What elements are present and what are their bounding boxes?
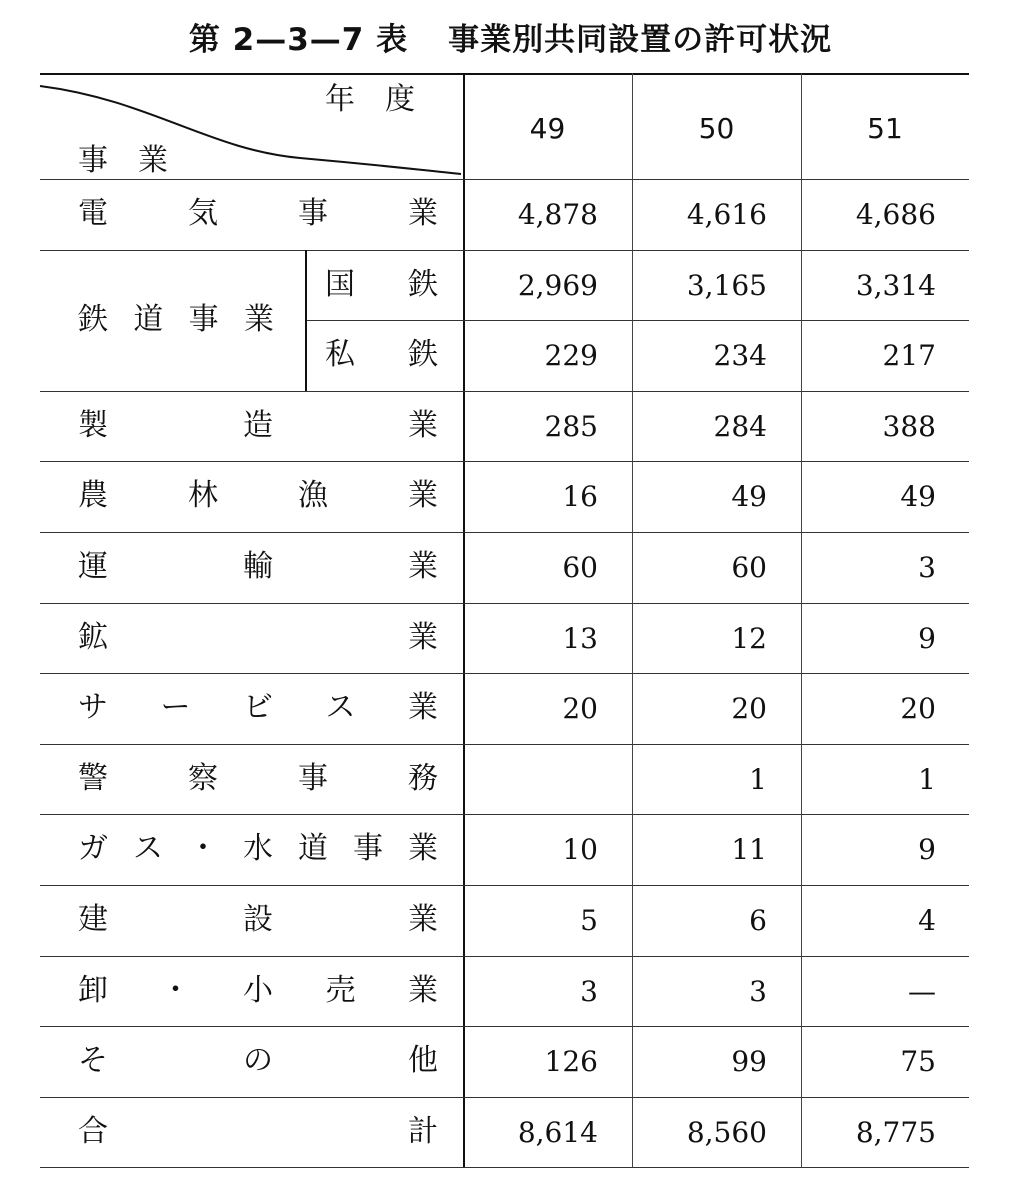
row-label: [78, 831, 438, 867]
row-rule: [40, 1097, 969, 1098]
table-cell-value: 10: [562, 833, 598, 867]
label-char: 運: [78, 549, 108, 584]
label-char: 漁: [298, 478, 328, 514]
table-cell-value: 13: [562, 621, 598, 655]
table-bottom-rule: [40, 1167, 969, 1168]
railway-sub-label: [325, 266, 438, 302]
table-cell-value: 9: [918, 833, 936, 867]
row-rule: [40, 391, 969, 392]
row-label: [78, 690, 438, 726]
row-rule: [40, 673, 969, 674]
label-char: 業: [408, 549, 438, 584]
row-rule: [40, 956, 969, 957]
label-char: ビ: [243, 690, 273, 726]
row-rule: [40, 885, 969, 886]
label-char: 業: [243, 301, 274, 337]
label-char: 私: [325, 337, 355, 373]
label-char: 農: [78, 478, 108, 514]
railway-group-label: [78, 301, 274, 337]
label-char: 事: [298, 760, 328, 796]
label-char: 事: [298, 196, 328, 231]
label-char: 察: [188, 760, 218, 796]
table-cell-value: 3: [580, 974, 598, 1008]
label-char: 製: [78, 407, 108, 443]
label-char: 業: [408, 407, 438, 443]
table-cell-value: 4,686: [855, 198, 936, 231]
table-cell-value: 4,616: [686, 198, 767, 231]
table-cell-value: 217: [882, 339, 936, 373]
railway-sub-label: [325, 337, 438, 373]
table-cell-value: 234: [713, 339, 767, 373]
label-char: 道: [133, 301, 164, 337]
header-business-label: 事 業: [78, 143, 168, 178]
row-rule: [40, 814, 969, 815]
table-caption: 事業別共同設置の許可状況: [448, 22, 833, 58]
label-char: 建: [78, 902, 108, 937]
label-char: 業: [408, 831, 438, 867]
table-cell-value: 9: [918, 621, 936, 655]
label-char: 業: [408, 972, 438, 1008]
row-label: [78, 196, 438, 231]
label-char: 設: [243, 902, 273, 937]
table-cell-value: 8,560: [686, 1115, 767, 1149]
row-rule: [40, 1026, 969, 1027]
label-char: 業: [408, 690, 438, 726]
table-cell-value: 75: [900, 1045, 936, 1079]
row-label: [78, 760, 438, 796]
railway-sub-divider: [305, 250, 307, 391]
table-cell-value: 229: [544, 339, 598, 373]
label-char: 警: [78, 760, 108, 796]
table-cell-value: 12: [731, 621, 767, 655]
table-cell-value: 60: [731, 551, 767, 584]
label-char: 国: [325, 266, 355, 302]
label-char: 業: [408, 902, 438, 937]
label-char: 鉄: [408, 266, 438, 302]
label-char: 輸: [243, 549, 273, 584]
row-label: [78, 1113, 438, 1149]
row-rule: [40, 603, 969, 604]
label-char: ・: [160, 972, 191, 1008]
table-cell-value: 49: [731, 480, 767, 514]
label-char: 売: [325, 972, 356, 1008]
table-cell-value: 4,878: [517, 198, 598, 231]
label-char: 計: [408, 1113, 438, 1149]
label-char: 造: [243, 407, 273, 443]
table-cell-value: 4: [918, 904, 936, 937]
table-cell-value: —: [908, 974, 936, 1008]
header-bottom-rule: [40, 179, 969, 180]
row-label: [78, 1043, 438, 1079]
label-char: ガ: [78, 831, 108, 867]
label-char: 鉄: [78, 301, 108, 337]
label-char: ス: [133, 831, 163, 867]
label-char: 事: [353, 831, 383, 867]
label-char: 鉄: [408, 337, 438, 373]
header-year-label: 年 度: [325, 82, 415, 117]
label-char: 業: [408, 619, 438, 655]
table-cell-value: 3,314: [855, 268, 936, 302]
label-char: ー: [160, 690, 191, 726]
header-year-50: 50: [698, 112, 735, 145]
table-cell-value: 20: [562, 692, 598, 726]
label-char: そ: [78, 1043, 108, 1079]
table-cell-value: 126: [544, 1045, 598, 1079]
label-char: ス: [325, 690, 356, 726]
table-cell-value: 6: [749, 904, 767, 937]
header-year-51: 51: [867, 112, 903, 145]
table-cell-value: 3: [918, 551, 936, 584]
row-label: [78, 549, 438, 584]
label-char: 事: [188, 301, 219, 337]
label-char: サ: [78, 690, 108, 726]
label-char: 小: [243, 972, 273, 1008]
label-char: の: [243, 1043, 273, 1079]
label-char: 業: [408, 196, 438, 231]
label-char: ・: [188, 831, 218, 867]
table-cell-value: 8,775: [855, 1115, 936, 1149]
table-cell-value: 2,969: [517, 268, 598, 302]
header-year-49: 49: [529, 112, 566, 145]
row-rule: [40, 744, 969, 745]
table-cell-value: 5: [580, 904, 598, 937]
label-char: 道: [298, 831, 328, 867]
row-rule: [40, 250, 969, 251]
label-char: 合: [78, 1113, 108, 1149]
label-char: 気: [188, 196, 218, 231]
row-label: [78, 619, 438, 655]
table-cell-value: 1: [749, 762, 767, 796]
table-cell-value: 60: [562, 551, 598, 584]
table-cell-value: 11: [731, 833, 767, 867]
row-rule: [40, 461, 969, 462]
table-cell-value: 3,165: [686, 268, 767, 302]
table-cell-value: 49: [900, 480, 936, 514]
table-cell-value: 285: [544, 409, 598, 443]
label-char: 務: [408, 760, 438, 796]
table-number: 第 2—3—7 表: [188, 22, 409, 58]
row-label: [78, 478, 438, 514]
label-char: 卸: [78, 972, 108, 1008]
table-cell-value: 99: [731, 1045, 767, 1079]
row-label: [78, 407, 438, 443]
row-label: [78, 902, 438, 937]
table-cell-value: 388: [882, 409, 936, 443]
row-rule: [40, 532, 969, 533]
label-char: 林: [188, 478, 218, 514]
table-cell-value: 284: [713, 409, 767, 443]
table-cell-value: 20: [900, 692, 936, 726]
table-cell-value: 8,614: [517, 1115, 598, 1149]
sub-row-rule: [305, 320, 969, 321]
label-char: 業: [408, 478, 438, 514]
table-cell-value: 1: [918, 762, 936, 796]
row-label: [78, 972, 438, 1008]
label-char: 他: [408, 1043, 438, 1079]
label-char: 鉱: [78, 619, 108, 655]
table-cell-value: 20: [731, 692, 767, 726]
label-char: 水: [243, 831, 273, 867]
table-cell-value: 16: [562, 480, 598, 514]
table-cell-value: 3: [749, 974, 767, 1008]
label-char: 電: [78, 196, 108, 231]
